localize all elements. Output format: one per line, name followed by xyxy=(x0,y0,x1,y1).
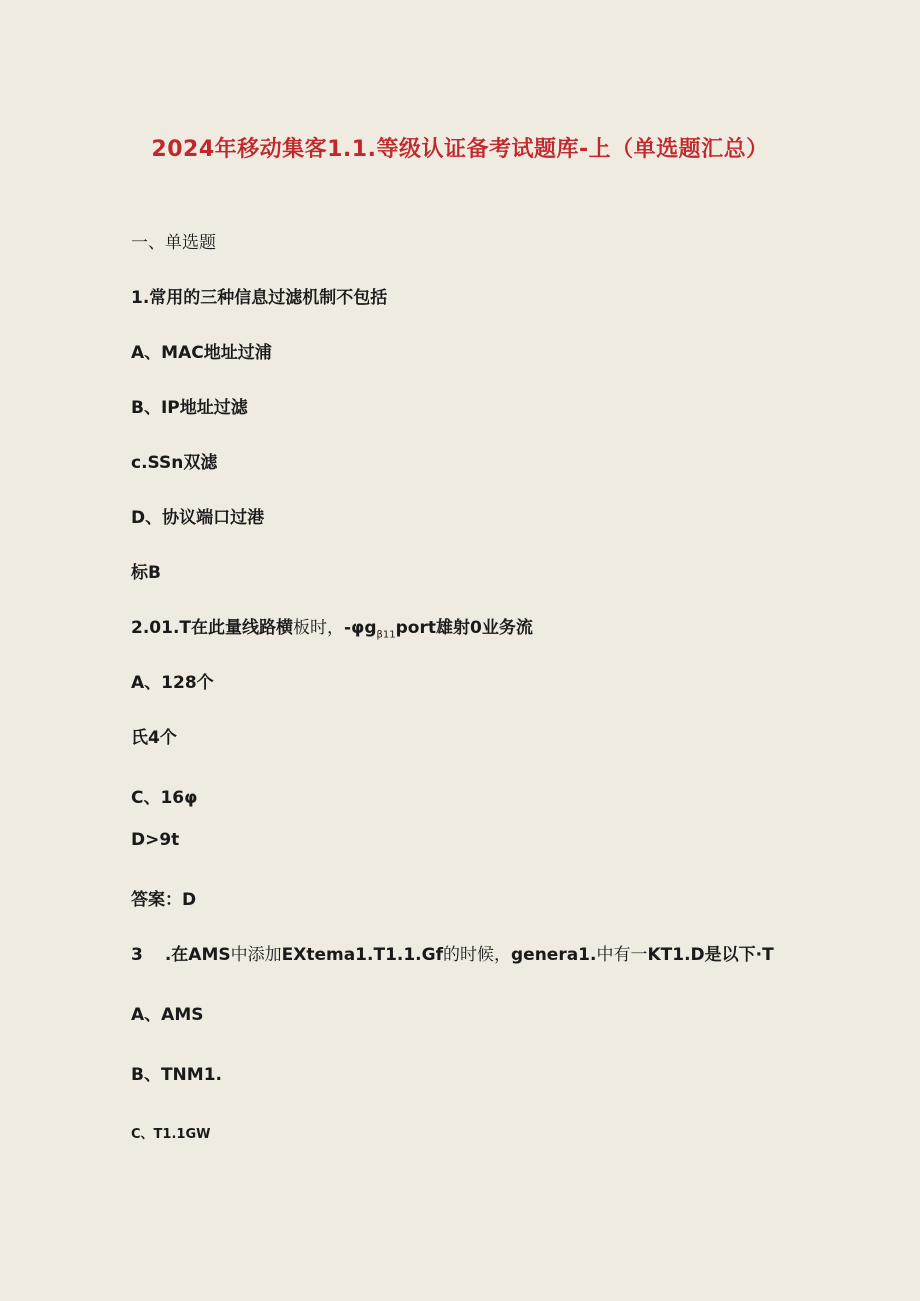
question-1-stem-text: 1.常用的三种信息过滤机制不包括 xyxy=(131,288,388,308)
question-3-option-b: B、TNM1. xyxy=(131,1065,222,1085)
question-2-stem-suffix: -φg xyxy=(344,618,377,638)
section-heading: 一、单选题 xyxy=(131,233,216,253)
question-1-option-b: B、IP地址过滤 xyxy=(131,398,248,418)
question-2-stem-sub: β11 xyxy=(376,629,396,641)
question-3-option-c: C、T1.1GW xyxy=(131,1127,211,1142)
question-1-option-d: D、协议端口过港 xyxy=(131,508,265,528)
question-1-option-c: c.SSn双滤 xyxy=(131,453,218,473)
question-3-option-a: A、AMS xyxy=(131,1005,204,1025)
question-2-option-b: 氏4个 xyxy=(131,728,177,748)
question-3-stem xyxy=(131,940,774,965)
question-3-part-d: 的时候， xyxy=(443,945,511,965)
question-1-stem xyxy=(131,283,387,308)
question-2-stem-mid: 板时， xyxy=(293,618,344,638)
question-2-stem-prefix: 2.01.T在此量线路横 xyxy=(131,618,293,638)
question-3-part-f: 中有一 xyxy=(596,945,648,965)
question-3-part-b: 中添加 xyxy=(230,945,282,965)
question-2-stem-tail: port雄射0业务流 xyxy=(395,618,533,638)
question-2-answer: 答案：D xyxy=(131,890,197,910)
question-1-answer: 标B xyxy=(131,563,161,583)
question-2-option-d: D>9t xyxy=(131,830,180,850)
question-1-option-a: A、MAC地址过浦 xyxy=(131,343,272,363)
question-3-part-h: 是以下·T xyxy=(704,945,774,965)
question-2-option-a: A、128个 xyxy=(131,673,214,693)
question-3-part-a: .在AMS xyxy=(164,945,231,965)
question-2-option-c: C、16φ xyxy=(131,788,198,808)
question-2-stem xyxy=(131,613,533,640)
question-3-part-g: KT1.D xyxy=(647,945,705,965)
question-3-number: 3 xyxy=(131,945,143,965)
question-3-part-e: genera1. xyxy=(511,945,597,965)
question-3-part-c: EXtema1.T1.1.Gf xyxy=(281,945,443,965)
document-title: 2024年移动集客1.1.等级认证备考试题库-上（单选题汇总） xyxy=(151,137,769,162)
